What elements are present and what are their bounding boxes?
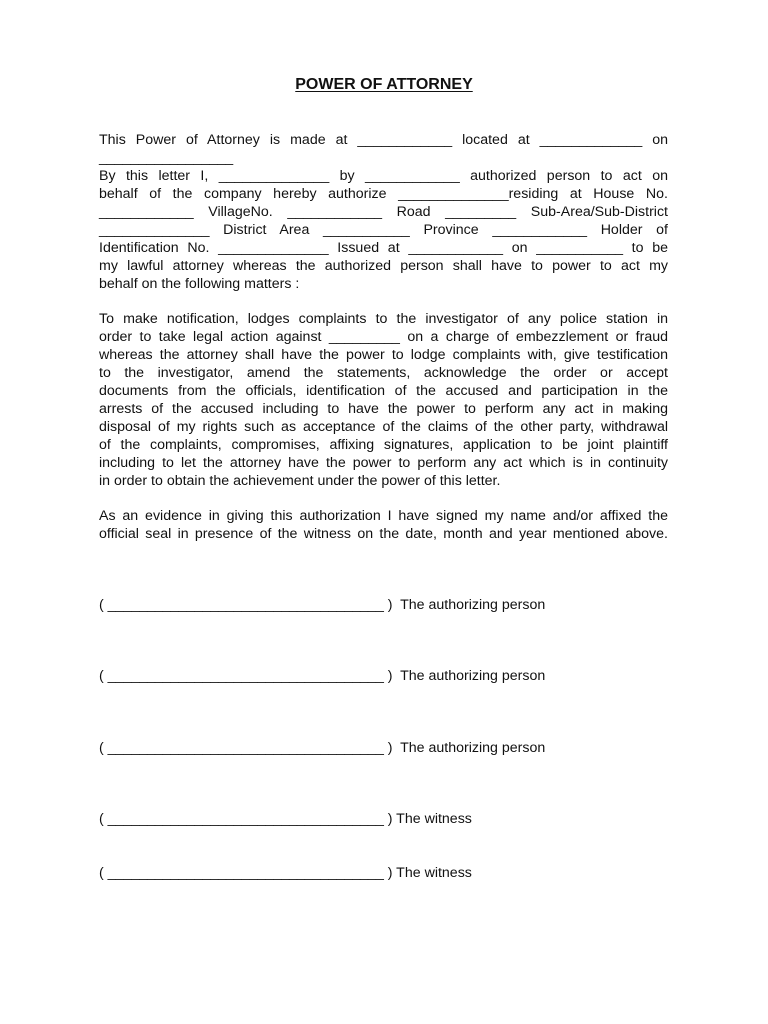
- signature-line-authorizing-person-1: ( ___________________________________ ) The authorizing person: [99, 597, 546, 613]
- text-line: disposal of my rights such as acceptance of the claims of the other party, withdrawal: [99, 419, 668, 435]
- text-line: order to take legal action against _________ on a charge of embezzlement or fraud: [99, 329, 668, 345]
- text-line: whereas the attorney shall have the power to lodge complaints with, give testification: [99, 347, 668, 363]
- paragraph-matters: [99, 310, 668, 490]
- text-line: in order to obtain the achievement under the power of this letter.: [99, 473, 501, 489]
- text-line: behalf of the company hereby authorize ______________residing at House No.: [99, 186, 668, 202]
- signature-line-authorizing-person-2: ( ___________________________________ ) The authorizing person: [99, 668, 546, 684]
- text-line: Identification No. ______________ Issued at ____________ on ___________ to be: [99, 240, 668, 256]
- paragraph-evidence: [99, 507, 668, 543]
- signature-line-authorizing-person-3: ( ___________________________________ ) The authorizing person: [99, 740, 546, 756]
- paragraph-appointment: [99, 131, 668, 293]
- text-line: ____________ VillageNo. ____________ Road _________ Sub-Area/Sub-District: [99, 204, 668, 220]
- text-line: This Power of Attorney is made at ____________ located at _____________ on: [99, 132, 668, 148]
- text-line: behalf on the following matters :: [99, 276, 300, 292]
- text-line: to the investigator, amend the statements, acknowledge the order or accept: [99, 365, 668, 381]
- text-line: By this letter I, ______________ by ____________ authorized person to act on: [99, 168, 668, 184]
- text-line: my lawful attorney whereas the authorized person shall have to power to act my: [99, 258, 668, 274]
- text-line: _________________: [99, 150, 234, 166]
- text-line: official seal in presence of the witness on the date, month and year mentioned above.: [99, 526, 668, 542]
- document-title-text: POWER OF ATTORNEY: [295, 76, 473, 93]
- text-line: arrests of the accused including to have the power to perform any act in making: [99, 401, 668, 417]
- text-line: ______________ District Area ___________ Province ____________ Holder of: [99, 222, 668, 238]
- text-line: documents from the officials, identification of the accused and participation in the: [99, 383, 668, 399]
- text-line: As an evidence in giving this authorization I have signed my name and/or affixed the: [99, 508, 668, 524]
- document-title: [0, 75, 768, 95]
- signature-line-witness-1: ( ___________________________________ ) The witness: [99, 811, 472, 827]
- text-line: To make notification, lodges complaints to the investigator of any police station in: [99, 311, 668, 327]
- text-line: of the complaints, compromises, affixing signatures, application to be joint plaintiff: [99, 437, 668, 453]
- text-line: including to let the attorney have the power to perform any act which is in continuity: [99, 455, 668, 471]
- signature-line-witness-2: ( ___________________________________ ) The witness: [99, 865, 472, 881]
